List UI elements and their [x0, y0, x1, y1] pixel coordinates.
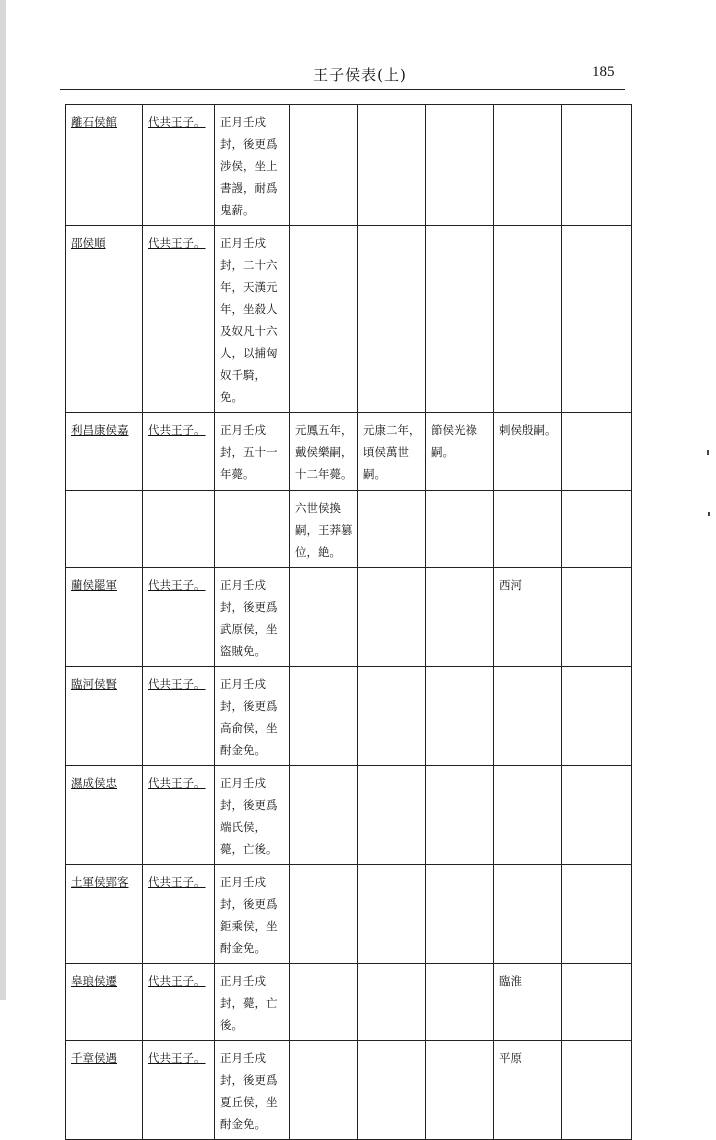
scan-speck	[708, 512, 710, 516]
table-row	[66, 964, 632, 1041]
generation-2-cell	[290, 667, 358, 766]
generation-5-cell: 西河	[494, 568, 562, 667]
generation-3-cell: 元康二年，頃侯萬世嗣。	[358, 413, 426, 491]
generation-3-cell	[358, 226, 426, 413]
generation-4-cell	[426, 1041, 494, 1140]
lineage-cell: 代共王子。	[143, 413, 215, 491]
enfeoffment-cell: 正月壬戌封，五十一年薨。	[215, 413, 290, 491]
page-number: 185	[592, 64, 615, 80]
marquis-name-cell: 邵侯順	[66, 226, 143, 413]
generation-3-cell	[358, 568, 426, 667]
generation-4-cell: 節侯光祿嗣。	[426, 413, 494, 491]
generation-2-cell	[290, 105, 358, 226]
table-row	[66, 491, 632, 568]
lineage-cell: 代共王子。	[143, 105, 215, 226]
generation-6-cell	[562, 1041, 632, 1140]
generation-5-cell	[494, 766, 562, 865]
generation-5-cell	[494, 105, 562, 226]
generation-2-cell	[290, 568, 358, 667]
scan-left-edge-shadow	[0, 0, 6, 1000]
generation-6-cell	[562, 667, 632, 766]
generation-3-cell	[358, 491, 426, 568]
marquis-name-cell: 皋琅侯遷	[66, 964, 143, 1041]
header-rule	[60, 89, 625, 90]
enfeoffment-cell: 正月壬戌封，後更爲夏丘侯，坐酎金免。	[215, 1041, 290, 1140]
enfeoffment-cell: 正月壬戌封，二十六年，天漢元年，坐殺人及奴凡十六人，以捕匈奴千騎，免。	[215, 226, 290, 413]
table-row	[66, 105, 632, 226]
table-row	[66, 865, 632, 964]
lineage-cell: 代共王子。	[143, 1041, 215, 1140]
table-row	[66, 1041, 632, 1140]
marquis-name-cell: 藺侯罷軍	[66, 568, 143, 667]
generation-3-cell	[358, 1041, 426, 1140]
enfeoffment-cell: 正月壬戌封，後更爲端氏侯，薨，亡後。	[215, 766, 290, 865]
generation-6-cell	[562, 413, 632, 491]
marquis-name-cell: 土軍侯郢客	[66, 865, 143, 964]
generation-4-cell	[426, 865, 494, 964]
generation-6-cell	[562, 226, 632, 413]
generation-2-cell	[290, 226, 358, 413]
table-row	[66, 667, 632, 766]
marquis-name-cell: 千章侯遇	[66, 1041, 143, 1140]
scan-speck	[707, 450, 709, 455]
generation-4-cell	[426, 491, 494, 568]
generation-4-cell	[426, 766, 494, 865]
table-row	[66, 413, 632, 491]
generation-3-cell	[358, 105, 426, 226]
marquis-name-cell	[66, 491, 143, 568]
marquis-table	[65, 104, 632, 1140]
generation-6-cell	[562, 865, 632, 964]
enfeoffment-cell: 正月壬戌封，後更爲高俞侯，坐酎金免。	[215, 667, 290, 766]
generation-6-cell	[562, 105, 632, 226]
enfeoffment-cell: 正月壬戌封，後更爲鉅乘侯，坐酎金免。	[215, 865, 290, 964]
generation-5-cell	[494, 491, 562, 568]
generation-6-cell	[562, 568, 632, 667]
generation-5-cell: 臨淮	[494, 964, 562, 1041]
marquis-name-cell: 利昌康侯嘉	[66, 413, 143, 491]
lineage-cell: 代共王子。	[143, 226, 215, 413]
generation-6-cell	[562, 964, 632, 1041]
enfeoffment-cell: 正月壬戌封，後更爲涉侯，坐上書謾，耐爲鬼薪。	[215, 105, 290, 226]
running-header-title: 王子侯表(上)	[313, 66, 407, 84]
marquis-name-cell: 臨河侯賢	[66, 667, 143, 766]
lineage-cell: 代共王子。	[143, 865, 215, 964]
marquis-name-cell: 濕成侯忠	[66, 766, 143, 865]
generation-4-cell	[426, 105, 494, 226]
generation-5-cell	[494, 226, 562, 413]
generation-6-cell	[562, 491, 632, 568]
generation-5-cell: 剌侯殷嗣。	[494, 413, 562, 491]
lineage-cell: 代共王子。	[143, 766, 215, 865]
generation-4-cell	[426, 226, 494, 413]
enfeoffment-cell: 正月壬戌封，薨，亡後。	[215, 964, 290, 1041]
generation-2-cell: 六世侯換嗣，王莽篡位，絶。	[290, 491, 358, 568]
generation-2-cell: 元鳳五年，戴侯樂嗣，十二年薨。	[290, 413, 358, 491]
lineage-cell	[143, 491, 215, 568]
enfeoffment-cell	[215, 491, 290, 568]
enfeoffment-cell: 正月壬戌封，後更爲武原侯，坐盜賊免。	[215, 568, 290, 667]
generation-2-cell	[290, 1041, 358, 1140]
generation-3-cell	[358, 964, 426, 1041]
generation-5-cell	[494, 667, 562, 766]
generation-2-cell	[290, 964, 358, 1041]
generation-2-cell	[290, 766, 358, 865]
table-row	[66, 766, 632, 865]
table-row	[66, 568, 632, 667]
generation-3-cell	[358, 865, 426, 964]
marquis-name-cell: 離石侯館	[66, 105, 143, 226]
generation-6-cell	[562, 766, 632, 865]
generation-3-cell	[358, 667, 426, 766]
lineage-cell: 代共王子。	[143, 964, 215, 1041]
generation-3-cell	[358, 766, 426, 865]
generation-2-cell	[290, 865, 358, 964]
table-row	[66, 226, 632, 413]
generation-4-cell	[426, 568, 494, 667]
generation-5-cell	[494, 865, 562, 964]
generation-4-cell	[426, 964, 494, 1041]
lineage-cell: 代共王子。	[143, 667, 215, 766]
generation-4-cell	[426, 667, 494, 766]
lineage-cell: 代共王子。	[143, 568, 215, 667]
generation-5-cell: 平原	[494, 1041, 562, 1140]
